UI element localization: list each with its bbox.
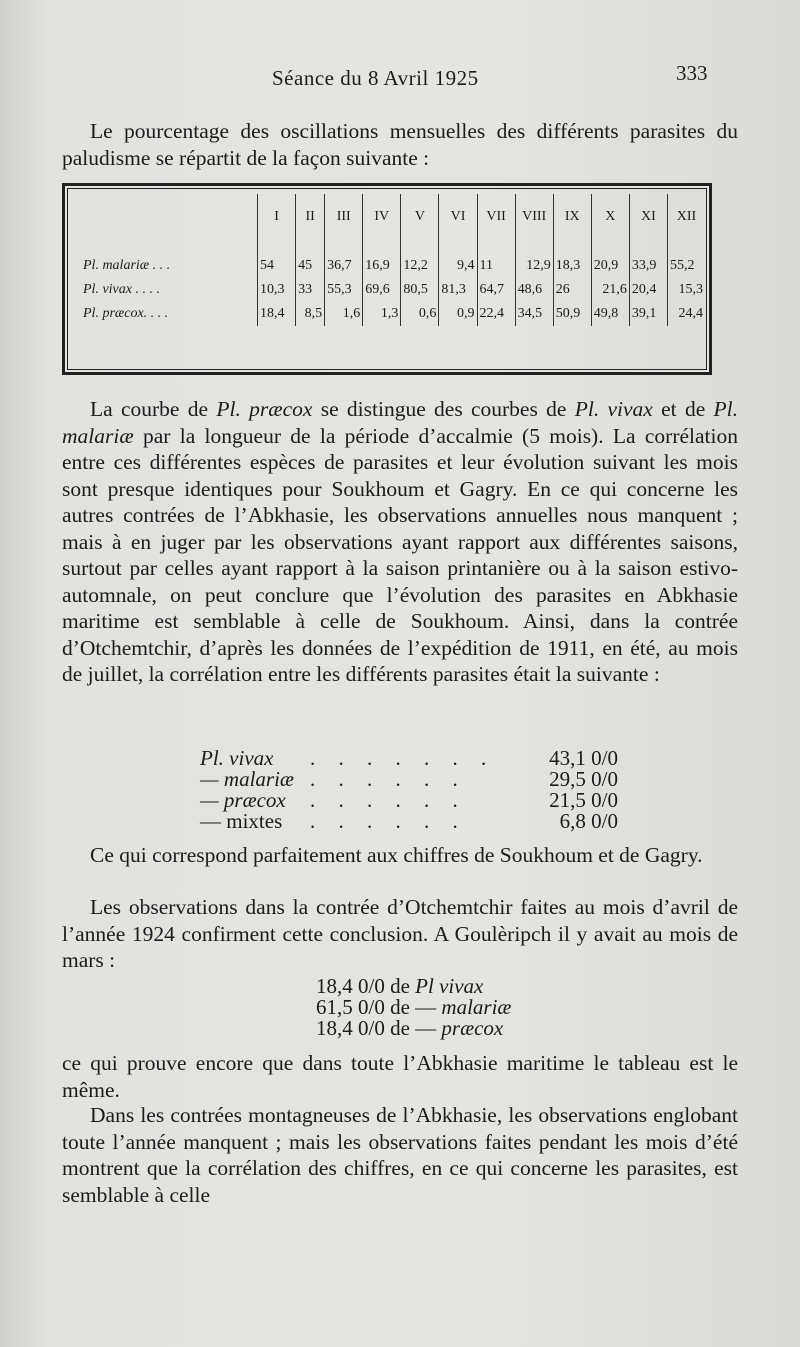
list-item [200, 790, 618, 811]
month-header: I [258, 194, 296, 240]
list-item [200, 811, 618, 832]
paragraph-mountain: Dans les contrées montagneuses de l’Abkhasie, les observations englobant toute l’année manquent ; mais les observations faites pendant les mois d’été montrent que la corrélation des chiffres, en ce qui concerne les parasites, est semblable à celle [62, 1103, 738, 1207]
table-cell: 69,6 [363, 278, 401, 302]
leader-dots: . . . . . . . [310, 746, 496, 770]
list-item [200, 748, 618, 769]
species-name: Pl vivax [415, 974, 484, 998]
species-name: Pl. præcox [216, 397, 313, 421]
table-cell: 33,9 [629, 254, 667, 278]
table-cell: 1,3 [363, 302, 401, 326]
row-label: Pl. vivax . . . . [83, 282, 160, 297]
table-cell: 0,9 [439, 302, 477, 326]
table-cell: 55,3 [325, 278, 363, 302]
table-cell: 45 [296, 254, 325, 278]
month-header: VI [439, 194, 477, 240]
table-cell: 50,9 [553, 302, 591, 326]
list-value: 29,5 0/0 [549, 767, 618, 791]
table-cell: 24,4 [667, 302, 705, 326]
table-cell: 20,4 [629, 278, 667, 302]
list-value: 18,4 0/0 de [316, 974, 410, 998]
month-header: VIII [515, 194, 553, 240]
table-corner [71, 194, 258, 240]
text-run: La courbe de [90, 397, 217, 421]
table-cell: 15,3 [667, 278, 705, 302]
table-header-row [71, 194, 705, 240]
month-header: XI [629, 194, 667, 240]
list-label: Pl. vivax [200, 746, 274, 770]
table-cell: 80,5 [401, 278, 439, 302]
list-item [200, 769, 618, 790]
table-row [71, 278, 705, 302]
list-label: — malariæ [200, 767, 294, 791]
month-header: V [401, 194, 439, 240]
table-cell: 81,3 [439, 278, 477, 302]
month-header: III [325, 194, 363, 240]
leader-dots: . . . . . . [310, 809, 467, 833]
table-cell: 34,5 [515, 302, 553, 326]
text-run: par la longueur de la période d’accalmie (5 mois). La corrélation entre ces différentes espèces de parasites et leur évolution suivant les mois sont presque identiques pour Soukhoum et Gagry. En ce qui concerne les autres contrées de l’Abkhasie, les observations annuelles nous manquent ; mais à en juger par les observations ayant rapport aux différentes saisons, surtout par celles ayant rapport à la saison printanière ou à la saison estivo-automnale, on peut conclure que l’évolution des parasites en Abkhasie maritime est semblable à celle de Soukhoum. Ainsi, dans la contrée d’Otchemtchir, d’après les données de l’expédition de 1911, en été, au mois de juillet, la corrélation entre les différents parasites était la suivante : [62, 423, 738, 686]
intro-paragraph: Le pourcentage des oscillations mensuelles des différents parasites du paludisme se répartit de la façon suivante : [62, 119, 738, 170]
month-header: IX [553, 194, 591, 240]
goulerip-list [316, 976, 511, 1039]
list-value: 61,5 0/0 de — [316, 995, 437, 1019]
parasite-table [71, 194, 705, 326]
table-row [71, 302, 705, 326]
month-header: VII [477, 194, 515, 240]
species-name: Pl. vivax [574, 397, 653, 421]
paragraph-correspondence: Ce qui correspond parfaitement aux chiffres de Soukhoum et de Gagry. [90, 843, 703, 867]
row-label: Pl. præcox. . . . [83, 306, 169, 321]
list-label: — præcox [200, 788, 286, 812]
paragraph-curve [62, 396, 738, 688]
row-label: Pl. malariæ . . . [83, 258, 171, 273]
table-cell: 1,6 [325, 302, 363, 326]
table-cell: 12,2 [401, 254, 439, 278]
list-value: 43,1 0/0 [549, 746, 618, 770]
text-run: et de [652, 397, 714, 421]
table-cell: 21,6 [591, 278, 629, 302]
paragraph-conclusion: ce qui prouve encore que dans toute l’Abkhasie maritime le tableau est le même. [62, 1051, 738, 1102]
table-cell: 16,9 [363, 254, 401, 278]
table-cell: 39,1 [629, 302, 667, 326]
text-run: se distingue des courbes de [312, 397, 575, 421]
month-header: IV [363, 194, 401, 240]
table-cell: 8,5 [296, 302, 325, 326]
list-value: 18,4 0/0 de — [316, 1016, 437, 1040]
table-cell: 20,9 [591, 254, 629, 278]
list-value: 6,8 0/0 [559, 809, 618, 833]
otchemtchir-list [200, 748, 618, 832]
species-name: Pl. malariæ [62, 397, 739, 448]
month-header: X [591, 194, 629, 240]
page-header [0, 58, 800, 98]
page-number: 333 [676, 61, 708, 85]
table-cell: 26 [553, 278, 591, 302]
list-label: — mixtes [200, 809, 283, 833]
table-cell: 18,4 [258, 302, 296, 326]
table-cell: 33 [296, 278, 325, 302]
table-cell: 48,6 [515, 278, 553, 302]
paragraph-observations: Les observations dans la contrée d’Otchemtchir faites au mois d’avril de l’année 1924 confirment cette conclusion. A Goulèripch il y avait au mois de mars : [62, 895, 738, 972]
table-cell: 54 [258, 254, 296, 278]
table-cell: 0,6 [401, 302, 439, 326]
month-header: II [296, 194, 325, 240]
list-item [316, 1018, 511, 1039]
table-row [71, 254, 705, 278]
table-cell: 9,4 [439, 254, 477, 278]
month-header: XII [667, 194, 705, 240]
running-head: Séance du 8 Avril 1925 [272, 66, 479, 90]
list-value: 21,5 0/0 [549, 788, 618, 812]
species-name: malariæ [441, 995, 512, 1019]
list-item [316, 976, 511, 997]
table-cell: 22,4 [477, 302, 515, 326]
list-item [316, 997, 511, 1018]
table-cell: 12,9 [515, 254, 553, 278]
leader-dots: . . . . . . [310, 788, 467, 812]
table-cell: 55,2 [667, 254, 705, 278]
table-cell: 36,7 [325, 254, 363, 278]
leader-dots: . . . . . . [310, 767, 467, 791]
species-name: præcox [441, 1016, 504, 1040]
table-cell: 49,8 [591, 302, 629, 326]
table-cell: 18,3 [553, 254, 591, 278]
table-spacer-row [71, 240, 705, 254]
table-cell: 64,7 [477, 278, 515, 302]
table-cell: 11 [477, 254, 515, 278]
parasite-table-frame [62, 183, 712, 375]
table-cell: 10,3 [258, 278, 296, 302]
